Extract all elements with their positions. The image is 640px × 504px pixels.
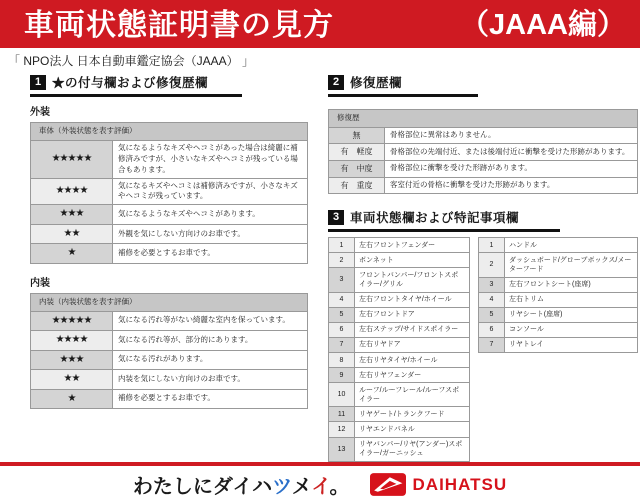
part-number-cell: 8 (329, 353, 355, 368)
table-row (479, 337, 638, 352)
part-name-cell: フロントバンパー/フロントスポイラー/グリル (355, 268, 470, 292)
table-row (329, 238, 470, 253)
parts-tables (328, 237, 638, 462)
table-row (31, 311, 308, 331)
star-rating-cell: ★★★★ (31, 178, 113, 205)
part-name-cell: 左右リヤドア (355, 337, 470, 352)
rating-description-cell: 内装を気にしない方向けのお車です。 (113, 370, 308, 390)
table-row (329, 127, 638, 144)
part-name-cell: コンソール (505, 322, 638, 337)
table-row (31, 140, 308, 178)
table-row (31, 178, 308, 205)
daihatsu-wordmark: DAIHATSU (412, 474, 508, 494)
part-number-cell: 4 (329, 292, 355, 307)
part-name-cell: リヤバンパー/リヤ(アンダー)スポイラー/ガーニッシュ (355, 437, 470, 461)
part-number-cell: 10 (329, 383, 355, 407)
table-row (329, 144, 638, 161)
part-number-cell: 2 (329, 253, 355, 268)
part-number-cell: 5 (479, 307, 505, 322)
table-row (329, 368, 470, 383)
part-number-cell: 6 (329, 322, 355, 337)
part-name-cell: ルーフ/ルーフレール/ルーフスポイラー (355, 383, 470, 407)
table-row (329, 437, 470, 461)
slogan-char: た (152, 476, 173, 499)
slogan-char: わ (132, 476, 153, 499)
column-star-ratings (30, 73, 308, 462)
rating-description-cell: 気になるようなキズやヘコミがあった場合は綺麗に補修済みですが、小さいなキズやヘコミが残っている場合もあります。 (113, 140, 308, 178)
daihatsu-emblem-icon (370, 473, 406, 496)
part-number-cell: 7 (479, 337, 505, 352)
repair-grade-cell: 無 (329, 127, 385, 144)
interior-label: 内装 (30, 277, 50, 289)
exterior-table-body (31, 123, 308, 264)
star-rating-cell: ★★★ (31, 205, 113, 225)
table-row (329, 322, 470, 337)
part-number-cell: 11 (329, 407, 355, 422)
rating-description-cell: 気になる汚れがあります。 (113, 350, 308, 370)
table-row (31, 205, 308, 225)
table-row (329, 177, 638, 194)
title-banner (0, 0, 640, 48)
repair-history-table (328, 109, 638, 194)
section2-number-badge: 2 (328, 75, 344, 90)
section2-title: 修復歴欄 (350, 76, 403, 90)
table-row (329, 253, 470, 268)
rating-description-cell: 気になる汚れ等が、部分的にあります。 (113, 331, 308, 351)
table-row (479, 238, 638, 253)
section1-header (30, 73, 242, 97)
part-number-cell: 5 (329, 307, 355, 322)
slogan-char: メ (291, 476, 312, 499)
star-rating-cell: ★ (31, 244, 113, 264)
table-row (329, 353, 470, 368)
content-area (0, 71, 640, 462)
table-row (479, 322, 638, 337)
star-rating-cell: ★★★★ (31, 331, 113, 351)
rating-description-cell: 気になるキズやヘコミは補修済みですが、小さなキズやヘコミが残っています。 (113, 178, 308, 205)
part-name-cell: ダッシュボード/グローブボックス/メーターフード (505, 253, 638, 277)
table-row (329, 161, 638, 178)
part-name-cell: ハンドル (505, 238, 638, 253)
section1-title: ★の付与欄および修復歴欄 (52, 76, 209, 90)
table-row (329, 268, 470, 292)
part-number-cell: 2 (479, 253, 505, 277)
table-row (31, 224, 308, 244)
table-row (31, 331, 308, 351)
part-number-cell: 1 (479, 238, 505, 253)
part-number-cell: 9 (329, 368, 355, 383)
table-row (31, 350, 308, 370)
interior-rating-table (30, 293, 308, 409)
table-header-row (329, 110, 638, 128)
repair-grade-cell: 有 重度 (329, 177, 385, 194)
table-row (329, 407, 470, 422)
repair-description-cell: 骨格部位に異常はありません。 (385, 127, 638, 144)
star-rating-cell: ★★★★★ (31, 311, 113, 331)
part-name-cell: 左右フロントシート(座席) (505, 277, 638, 292)
exterior-parts-body (329, 238, 470, 462)
part-number-cell: 1 (329, 238, 355, 253)
part-number-cell: 6 (479, 322, 505, 337)
slogan-char: に (192, 476, 213, 499)
page-title-edition: （JAAA編） (460, 8, 626, 41)
part-name-cell: リヤエンドパネル (355, 422, 470, 437)
star-rating-cell: ★★ (31, 370, 113, 390)
rating-description-cell: 気になる汚れ等がない綺麗な室内を保っています。 (113, 311, 308, 331)
daihatsu-slogan (133, 470, 350, 499)
table-row (31, 370, 308, 390)
section1-number-badge: 1 (30, 75, 46, 90)
slogan-char: ツ (272, 476, 292, 499)
repair-table-body (329, 110, 638, 194)
part-name-cell: 左右ステップ/サイドスポイラー (355, 322, 470, 337)
part-name-cell: 左右フロントフェンダー (355, 238, 470, 253)
part-name-cell: 左右リヤフェンダー (355, 368, 470, 383)
table-row (479, 307, 638, 322)
part-number-cell: 12 (329, 422, 355, 437)
part-name-cell: 左右フロントドア (355, 307, 470, 322)
table-header-row (31, 123, 308, 141)
table-row (329, 337, 470, 352)
table-row (329, 307, 470, 322)
part-number-cell: 13 (329, 437, 355, 461)
repair-table-header: 修復歴 (329, 110, 638, 128)
repair-description-cell: 客室付近の骨格に衝撃を受けた形跡があります。 (385, 177, 638, 194)
star-rating-cell: ★★ (31, 224, 113, 244)
slogan-char: し (172, 476, 193, 499)
star-rating-cell: ★★★ (31, 350, 113, 370)
daihatsu-logo (370, 473, 508, 496)
interior-table-header: 内装（内装状態を表す評価） (31, 293, 308, 311)
repair-grade-cell: 有 中度 (329, 161, 385, 178)
part-number-cell: 7 (329, 337, 355, 352)
part-name-cell: リヤトレイ (505, 337, 638, 352)
interior-parts-body (479, 238, 638, 353)
table-header-row (31, 293, 308, 311)
slogan-char: ハ (252, 476, 273, 499)
part-name-cell: リヤゲート/トランクフード (355, 407, 470, 422)
rating-description-cell: 補修を必要とするお車です。 (113, 244, 308, 264)
part-name-cell: リヤシート(座席) (505, 307, 638, 322)
exterior-label: 外装 (30, 107, 50, 118)
exterior-parts-table (328, 237, 470, 462)
section3-number-badge: 3 (328, 210, 344, 225)
slogan-char: ダ (212, 476, 233, 499)
star-rating-cell: ★ (31, 389, 113, 409)
part-name-cell: ボンネット (355, 253, 470, 268)
interior-parts-table (478, 237, 638, 353)
part-number-cell: 3 (329, 268, 355, 292)
column-repair-and-parts (328, 73, 638, 462)
slogan-char: イ (311, 476, 330, 499)
section3-title: 車両状態欄および特記事項欄 (350, 211, 520, 226)
exterior-rating-table (30, 122, 308, 264)
repair-description-cell: 骨格部位に衝撃を受けた形跡があります。 (385, 161, 638, 178)
organization-subtitle: 「 NPO法人 日本自動車鑑定協会（JAAA） 」 (8, 54, 255, 68)
table-row (479, 253, 638, 277)
table-row (31, 244, 308, 264)
part-name-cell: 左右フロントタイヤ/ホイール (355, 292, 470, 307)
slogan-char: イ (232, 476, 253, 499)
page-title: 車両状態証明書の見方 (24, 9, 334, 42)
interior-table-body (31, 293, 308, 408)
rating-description-cell: 気になるようなキズやヘコミがあります。 (113, 205, 308, 225)
slogan-char: 。 (329, 476, 350, 499)
part-name-cell: 左右リヤタイヤ/ホイール (355, 353, 470, 368)
table-row (31, 389, 308, 409)
table-row (329, 422, 470, 437)
part-number-cell: 4 (479, 292, 505, 307)
section3-header (328, 208, 560, 232)
part-number-cell: 3 (479, 277, 505, 292)
repair-description-cell: 骨格部位の先端付近、または後端付近に衝撃を受けた形跡があります。 (385, 144, 638, 161)
exterior-table-header: 車体（外装状態を表す評価） (31, 123, 308, 141)
table-row (479, 277, 638, 292)
table-row (329, 383, 470, 407)
footer (0, 466, 640, 504)
part-name-cell: 左右トリム (505, 292, 638, 307)
table-row (479, 292, 638, 307)
rating-description-cell: 外観を気にしない方向けのお車です。 (113, 224, 308, 244)
table-row (329, 292, 470, 307)
repair-grade-cell: 有 軽度 (329, 144, 385, 161)
rating-description-cell: 補修を必要とするお車です。 (113, 389, 308, 409)
section2-header (328, 73, 478, 97)
star-rating-cell: ★★★★★ (31, 140, 113, 178)
